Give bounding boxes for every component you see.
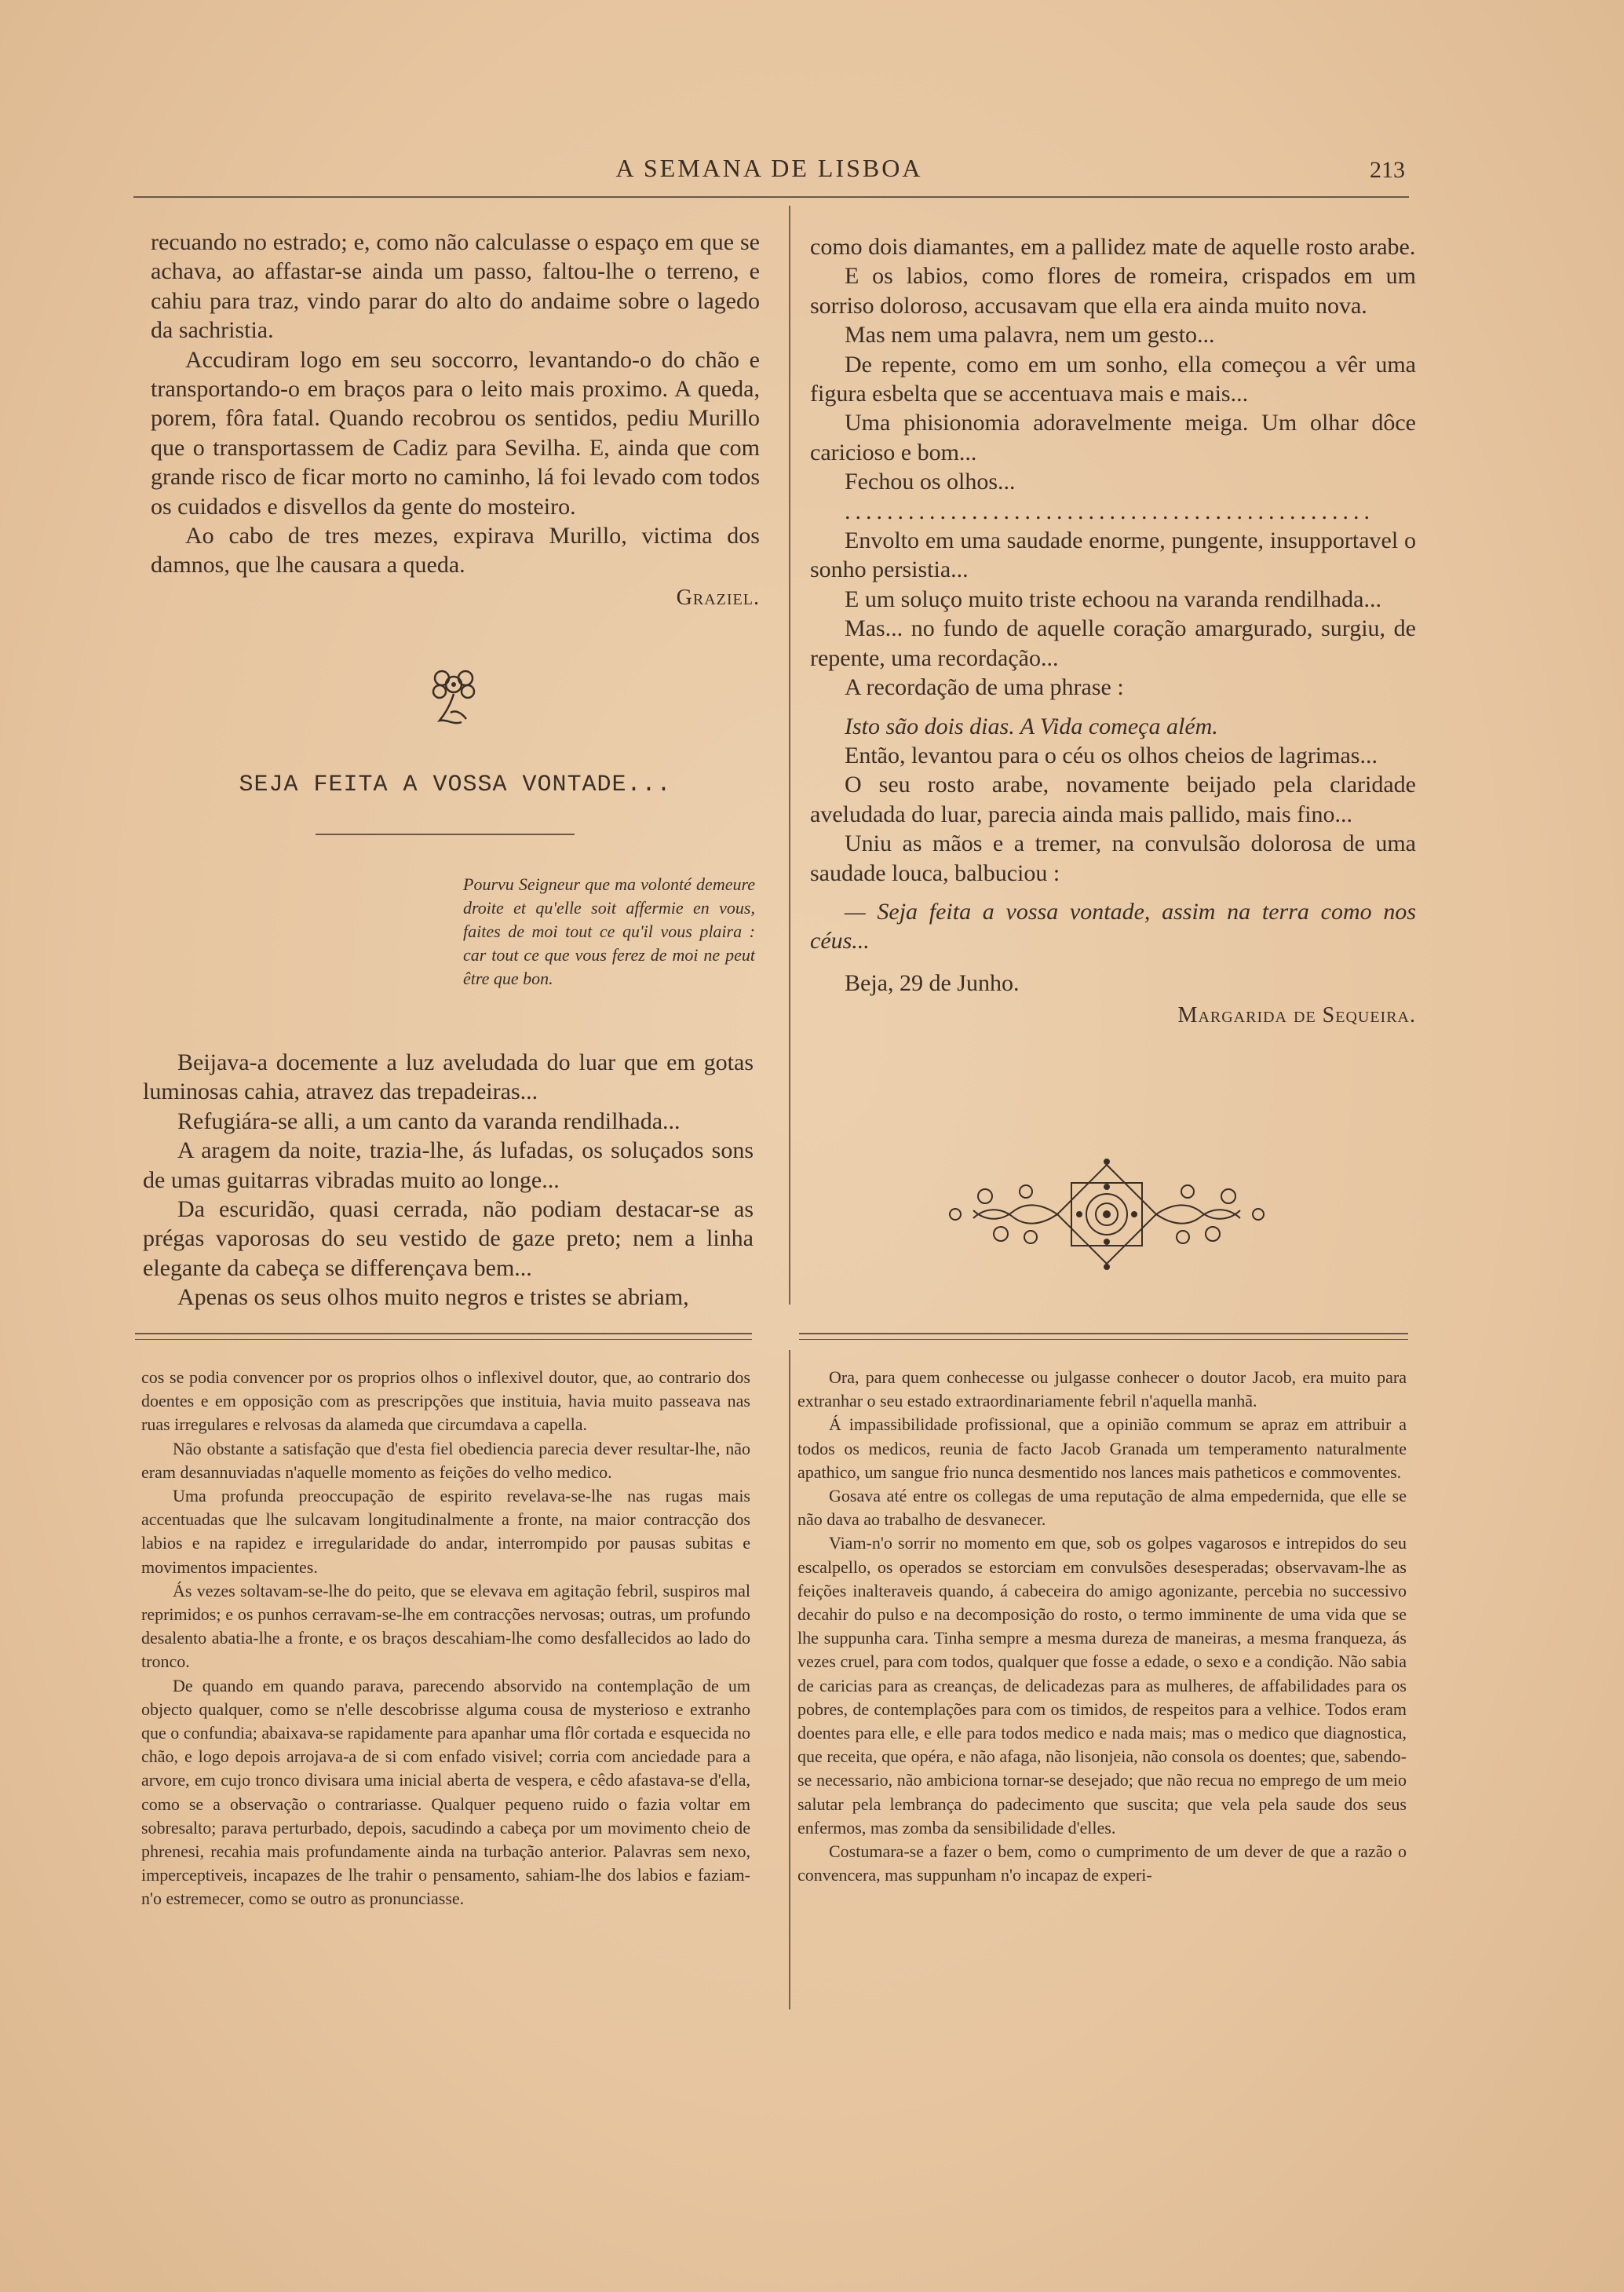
story-paragraph: De repente, como em um sonho, ella começou a vêr uma figura esbelta que se accentuava mais e mais... [810,351,1416,407]
ellipsis-divider: .................................................. [845,498,1374,524]
story-author: Margarida de Sequeira. [1177,1003,1416,1028]
column-divider-lower [789,1350,790,2009]
epigraph: Pourvu Seigneur que ma volonté demeure droite et qu'elle soit affermie en vous, faites de moi tout ce qu'il vous plaira : car tout ce que vous ferez de moi ne peut être que bon. [463,874,755,988]
feuilleton-paragraph: De quando em quando parava, parecendo absorvido na contemplação de um objecto qualquer, como se n'elle descobrisse alguma cousa de mysterioso e extranho que o confundia; abaixava-se rapidamente para apanhar uma flôr cortada e esquecida no chão, e logo depois arrojava-a de si com enfado visivel; corria com anciedade para a arvore, em cujo tronco divisara uma inicial aberta de vespera, e cêdo afastava-se d'ella, como se a observação o contrariasse. Qualquer pequeno ruido o fazia voltar em sobresalto; parava perturbado, depois, sacudindo a cabeça por um movimento cheio de phrenesi, recahia mais profundamente ainda na turbação anterior. Palavras sem nexo, imperceptiveis, incapazes de lhe trahir o pensamento, sahiam-lhe dos labios e faziam-n'o estremecer, como se outro as pronunciasse. [141,1675,750,1909]
page-number: 213 [1370,157,1405,183]
story-paragraph: A recordação de uma phrase : [845,674,1124,701]
story-paragraph: E os labios, como flores de romeira, crispados em um sorriso doloroso, accusavam que ella era ainda muito nova. [810,263,1416,319]
story-paragraph: Fechou os olhos... [845,469,1016,495]
feuilleton-paragraph: cos se podia convencer por os proprios olhos o inflexivel doutor, que, ao contrario dos doentes e em opposição com as prescripções que instituia, havia muito passeava nas ruas irregulares e relvosas da alameda que circumdava a capella. [141,1367,750,1435]
floral-ornament-icon [416,658,491,733]
feuilleton-rule-left [135,1333,752,1340]
final-quote: — Seja feita a vossa vontade, assim na terra como nos céus... [810,898,1416,954]
feuilleton-paragraph: Ás vezes soltavam-se-lhe do peito, que se elevava em agitação febril, suspiros mal reprimidos; e os punhos cerravam-se-lhe em contracções nervosas; outras, um profundo desalento abatia-lhe a fronte, e os braços descahiam-lhe como desfallecidos ao lado do tronco. [141,1580,750,1672]
feuilleton-rule-right [799,1333,1408,1340]
story-paragraph: como dois diamantes, em a pallidez mate de aquelle rosto arabe. [810,234,1416,260]
quoted-phrase: Isto são dois dias. A Vida começa além. [845,713,1218,739]
story-paragraph: Uniu as mãos e a tremer, na convulsão dolorosa de uma saudade louca, balbuciou : [810,830,1416,886]
article-paragraph: Ao cabo de tres mezes, expirava Murillo, victima dos damnos, que lhe causara a queda. [151,523,760,578]
column-divider-upper [789,206,790,1305]
feuilleton-paragraph: Á impassibilidade profissional, que a opinião commum se apraz em attribuir a todos os medicos, reunia de facto Jacob Granada um temperamento naturalmente apathico, um sangue frio nunca desmentido nos lances mais patheticos e commoventes. [797,1414,1407,1482]
feuilleton-paragraph: Viam-n'o sorrir no momento em que, sob os golpes vagarosos e intrepidos do seu escalpello, os operados se estorciam em convulsões desesperadas; observavam-lhe as feições inalteraveis quando, á cabeceira do amigo agonizante, percebia no successivo decahir do pulso e na decomposição do rosto, o termo imminente de uma vida que se lhe suppunha cara. Tinha sempre a mesma dureza de maneiras, a mesma franqueza, ás vezes cruel, para com todos, qualquer que fosse a edade, o sexo e a condição. Não sabia de caricias para as creanças, de delicadezas para as mulheres, de affabilidades para os pobres, de contemplações para com os timidos, de respeitos para a velhice. Todos eram doentes para elle, e elle para todos medico e nada mais; mas o medico que diagnostica, que receita, que opéra, e não afaga, não lisonjeia, não consola os doentes; que, sabendo-se necessario, não ambiciona tornar-se desejado; que não recua no emprego de um meio salutar pela lembrança do padecimento que suscita; que vela pela saude dos seus enfermos, mas zomba da sensibilidade d'elles. [797,1533,1407,1838]
story-paragraph: Apenas os seus olhos muito negros e tristes se abriam, [177,1284,689,1311]
publication-title: A SEMANA DE LISBOA [615,154,923,182]
story-paragraph: Envolto em uma saudade enorme, pungente, insupportavel o sonho persistia... [810,527,1416,583]
left-column-story [143,1048,754,1312]
article-signature: Graziel. [676,585,760,610]
left-column-top [151,228,760,612]
feuilleton-paragraph: Costumara-se a fazer o bem, como o cumprimento de um dever de que a razão o convencera, mas suppunham n'o incapaz de experi- [797,1841,1407,1885]
story-paragraph: Mas nem uma palavra, nem um gesto... [845,322,1215,349]
story-paragraph: O seu rosto arabe, novamente beijado pela claridade aveludada do luar, parecia ainda mais pallido, mais fino... [810,772,1416,827]
article-paragraph: recuando no estrado; e, como não calculasse o espaço em que se achava, ao affastar-se ainda um passo, faltou-lhe o terreno, e cahiu para traz, vindo parar do alto do andaime sobre o lagedo da sachristia. [151,229,760,344]
story-paragraph: Beijava-a docemente a luz aveludada do luar que em gotas luminosas cahia, atravez das trepadeiras... [143,1049,754,1105]
header-rule [133,196,1409,198]
page-header [133,154,1405,185]
feuilleton-paragraph: Ora, para quem conhecesse ou julgasse conhecer o doutor Jacob, era muito para extranhar o seu estado extraordinariamente febril n'aquella manhã. [797,1367,1407,1411]
story-paragraph: A aragem da noite, trazia-lhe, ás lufadas, os soluçados sons de umas guitarras vibradas muito ao longe... [143,1137,754,1193]
feuilleton-paragraph: Uma profunda preoccupação de espirito revelava-se-lhe nas rugas mais accentuadas que lhe sulcavam longitudinalmente a fronte, na maior contracção dos labios e na rapidez e irregularidade do andar, interrompido por pausas subitas e movimentos impacientes. [141,1486,750,1577]
story-paragraph: E um soluço muito triste echoou na varanda rendilhada... [845,586,1381,612]
decorative-ornament-icon [938,1155,1275,1273]
article-paragraph: Accudiram logo em seu soccorro, levantando-o do chão e transportando-o em braços para o leito mais proximo. A queda, porem, fôra fatal. Quando recobrou os sentidos, pediu Murillo que o transportassem de Cadiz para Sevilha. E, ainda que com grande risco de ficar morto no caminho, lá foi levado com todos os cuidados e disvellos da gente do mosteiro. [151,346,760,520]
story-paragraph: Da escuridão, quasi cerrada, não podiam destacar-se as prégas vaporosas do seu vestido de gaze preto; nem a linha elegante da cabeça se differençava bem... [143,1196,754,1281]
feuilleton-paragraph: Não obstante a satisfação que d'esta fiel obediencia parecia dever resultar-lhe, não eram desannuviadas n'aquelle momento as feições do velho medico. [141,1438,750,1482]
story-title: SEJA FEITA A VOSSA VONTADE... [239,772,672,798]
right-column-story [810,232,1416,1031]
title-underline [316,834,575,835]
story-paragraph: Mas... no fundo de aquelle coração amargurado, surgiu, de repente, uma recordação... [810,615,1416,671]
feuilleton-paragraph: Gosava até entre os collegas de uma reputação de alma empedernida, que elle se não dava ao trabalho de desvanecer. [797,1486,1407,1530]
story-paragraph: Refugiára-se alli, a um canto da varanda rendilhada... [177,1108,681,1134]
story-paragraph: Uma phisionomia adoravelmente meiga. Um olhar dôce caricioso e bom... [810,410,1416,465]
feuilleton-left-column [141,1366,750,1911]
story-paragraph: Então, levantou para o céu os olhos cheios de lagrimas... [845,742,1378,768]
feuilleton-right-column [797,1366,1407,1887]
place-date: Beja, 29 de Junho. [845,969,1020,996]
